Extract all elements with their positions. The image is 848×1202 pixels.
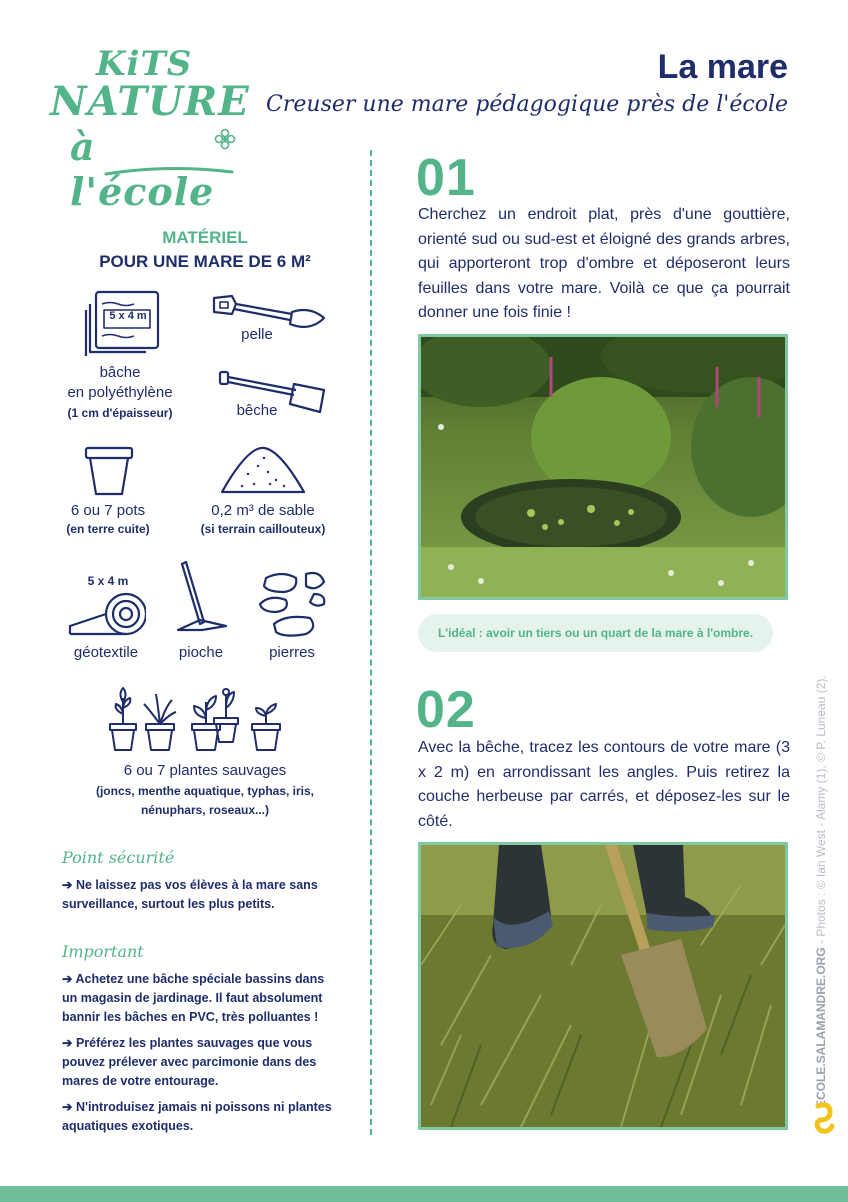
security-text: ➔ Ne laissez pas vos élèves à la mare sans surveillance, surtout les plus petits. xyxy=(62,878,318,911)
tarp-icon xyxy=(84,290,164,358)
pots-label: 6 ou 7 pots xyxy=(70,502,146,519)
kits-nature-logo xyxy=(48,44,250,214)
logo-underline xyxy=(104,164,234,178)
photo-credits-text: - Photos : © Ian West - Alamy (1), © P. Luneau (2). xyxy=(814,675,828,948)
important-item-2: ➔ Préférez les plantes sauvages que vous pouvez prélever avec parcimonie dans des mares de votre entourage. xyxy=(62,1036,317,1088)
plants-note-1: (joncs, menthe aquatique, typhas, iris, xyxy=(95,784,315,798)
logo-line-3: à l'école xyxy=(70,124,215,214)
shovel-label: pelle xyxy=(241,326,273,343)
spade-label: bêche xyxy=(236,402,278,419)
important-item-1: ➔ Achetez une bâche spéciale bassins dans un magasin de jardinage. Il faut absolument bannir les bâches en PVC, très polluantes ! xyxy=(62,972,325,1024)
plants-label: 6 ou 7 plantes sauvages xyxy=(123,762,287,779)
logo-line-1: KiTS xyxy=(96,44,193,84)
stones-icon xyxy=(256,570,328,640)
step-number-01: 01 xyxy=(416,149,476,207)
page-subtitle: Creuser une mare pédagogique près de l'école xyxy=(266,92,788,117)
flower-pot-icon xyxy=(84,446,134,496)
materiel-subheading: POUR UNE MARE DE 6 M² xyxy=(99,252,311,271)
site-url: ECOLE.SALAMANDRE.ORG xyxy=(814,947,828,1108)
digging-photo xyxy=(418,842,788,1130)
sand-pile-icon xyxy=(218,444,308,496)
tarp-note: (1 cm d'épaisseur) xyxy=(67,406,173,420)
geotextile-dims: 5 x 4 m xyxy=(87,574,129,588)
geotextile-label: géotextile xyxy=(73,644,139,661)
geotextile-roll-icon xyxy=(66,590,146,638)
flower-icon xyxy=(214,128,236,150)
step-number-02: 02 xyxy=(416,681,476,739)
pickaxe-label: pioche xyxy=(178,644,224,661)
tip-badge: L'idéal : avoir un tiers ou un quart de la mare à l'ombre. xyxy=(418,614,773,652)
pots-note: (en terre cuite) xyxy=(66,522,150,536)
tarp-label-1: bâche xyxy=(99,364,141,381)
plants-icon xyxy=(108,684,284,754)
page-title: La mare xyxy=(657,48,788,86)
tarp-label-2: en polyéthylène xyxy=(67,384,173,401)
step-text-02: Avec la bêche, tracez les contours de votre mare (3 x 2 m) en arrondissant les angles. Puis retirez la couche herbeuse par carrés, et déposez-les sur le côté. xyxy=(418,739,790,830)
materiel-heading: MATÉRIEL xyxy=(162,228,248,247)
security-heading: Point sécurité xyxy=(62,848,175,867)
logo-line-2: NATURE xyxy=(50,78,250,125)
sand-note: (si terrain caillouteux) xyxy=(200,522,326,536)
footer-band xyxy=(0,1186,848,1202)
tarp-dims: 5 x 4 m xyxy=(109,310,147,322)
photo-credits xyxy=(814,675,828,1108)
step-text-01: Cherchez un endroit plat, près d'une gouttière, orienté sud ou sud-est et éloigné des grands arbres, qui apporteront trop d'ombre et déposeront leurs feuilles dans votre mare. Voilà ce que ça pourrait donner une fois finie ! xyxy=(418,206,790,321)
important-heading: Important xyxy=(62,942,144,961)
sand-label: 0,2 m³ de sable xyxy=(211,502,315,519)
stones-label: pierres xyxy=(269,644,315,661)
plants-note-2: nénuphars, roseaux...) xyxy=(140,803,270,817)
pond-photo xyxy=(418,334,788,600)
pickaxe-icon xyxy=(174,560,228,642)
important-item-3: ➔ N'introduisez jamais ni poissons ni plantes aquatiques exotiques. xyxy=(62,1100,332,1133)
column-divider xyxy=(370,150,372,1135)
salamandre-logo-icon xyxy=(812,1100,836,1134)
